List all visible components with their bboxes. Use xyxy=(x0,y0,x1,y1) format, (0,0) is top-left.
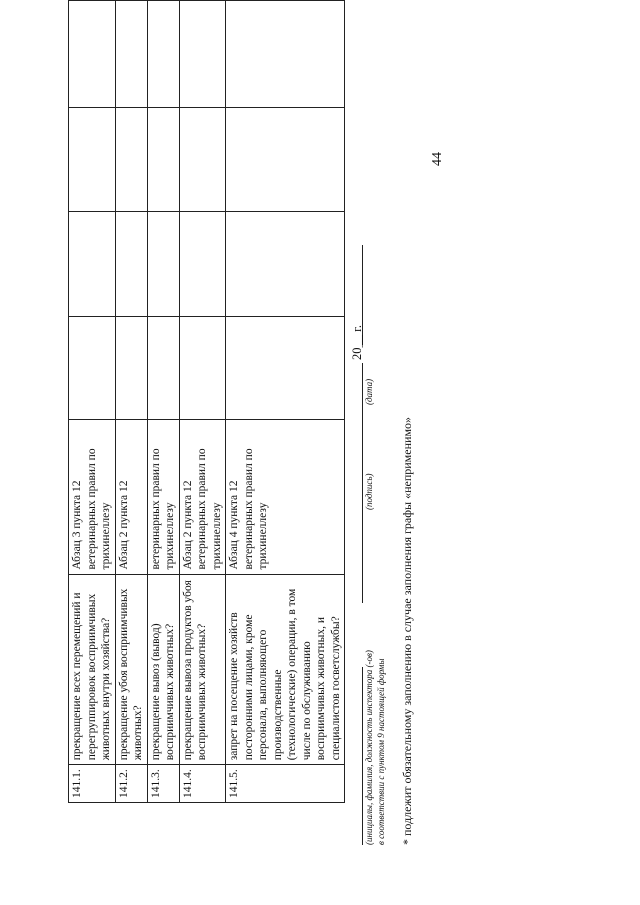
row-answer-yes[interactable] xyxy=(147,317,179,420)
row-answer-no[interactable] xyxy=(115,212,147,317)
table-row xyxy=(69,1,116,803)
row-reference: ветеринарных правил по трихинеллезу xyxy=(147,419,179,574)
row-number: 141.3. xyxy=(147,765,179,803)
row-comment[interactable] xyxy=(115,1,147,108)
row-number: 141.5. xyxy=(226,765,345,803)
signature-line xyxy=(362,363,363,603)
table-row xyxy=(179,1,226,803)
table-row xyxy=(115,1,147,803)
footnote: * подлежит обязательному заполнению в случае заполнения графы «неприменимо» xyxy=(400,416,414,845)
row-reference: Абзац 2 пункта 12 xyxy=(115,419,147,574)
row-answer-na[interactable] xyxy=(115,107,147,212)
date-caption: (дата) xyxy=(364,378,374,405)
page-number: 44 xyxy=(430,152,445,166)
row-comment[interactable] xyxy=(226,1,345,108)
row-question: прекращение всех перемещений и перегруппировок восприимчивых животных внутри хозяйства? xyxy=(69,574,116,765)
inspector-caption-2: в соответствии с пунктом 9 настоящей формы xyxy=(376,658,386,845)
row-answer-no[interactable] xyxy=(69,212,116,317)
row-reference: Абзац 3 пункта 12 ветеринарных правил по трихинеллезу xyxy=(69,419,116,574)
row-answer-yes[interactable] xyxy=(69,317,116,420)
inspector-line xyxy=(362,667,363,845)
signature-caption: (подпись) xyxy=(364,473,374,510)
row-answer-yes[interactable] xyxy=(115,317,147,420)
row-answer-na[interactable] xyxy=(226,107,345,212)
inspector-caption-1: (инициалы, фамилия, должность инспектора (-ов) xyxy=(364,650,374,845)
checklist-table xyxy=(68,0,345,803)
row-question: прекращение убоя восприимчивых животных? xyxy=(115,574,147,765)
row-answer-yes[interactable] xyxy=(226,317,345,420)
row-comment[interactable] xyxy=(147,1,179,108)
row-comment[interactable] xyxy=(69,1,116,108)
row-question: прекращение вывоз (вывод) восприимчивых животных? xyxy=(147,574,179,765)
row-answer-no[interactable] xyxy=(226,212,345,317)
table-row xyxy=(226,1,345,803)
row-answer-na[interactable] xyxy=(147,107,179,212)
row-reference: Абзац 2 пункта 12 ветеринарных правил по трихинеллезу xyxy=(179,419,226,574)
row-answer-yes[interactable] xyxy=(179,317,226,420)
table-row xyxy=(147,1,179,803)
row-question: запрет на посещение хозяйств посторонними лицами, кроме персонала, выполняющего производственные (технологические) операции, в том числе по обслуживанию восприимчивых животных, и специалистов госветслужбы? xyxy=(226,574,345,765)
row-number: 141.1. xyxy=(69,765,116,803)
row-number: 141.2. xyxy=(115,765,147,803)
row-answer-no[interactable] xyxy=(179,212,226,317)
row-reference: Абзац 4 пункта 12 ветеринарных правил по трихинеллезу xyxy=(226,419,345,574)
row-number: 141.4. xyxy=(179,765,226,803)
row-answer-na[interactable] xyxy=(69,107,116,212)
row-question: прекращение вывоза продуктов убоя восприимчивых животных? xyxy=(179,574,226,765)
year-text: 20__ г. xyxy=(350,325,364,360)
row-answer-na[interactable] xyxy=(179,107,226,212)
row-comment[interactable] xyxy=(179,1,226,108)
row-answer-no[interactable] xyxy=(147,212,179,317)
